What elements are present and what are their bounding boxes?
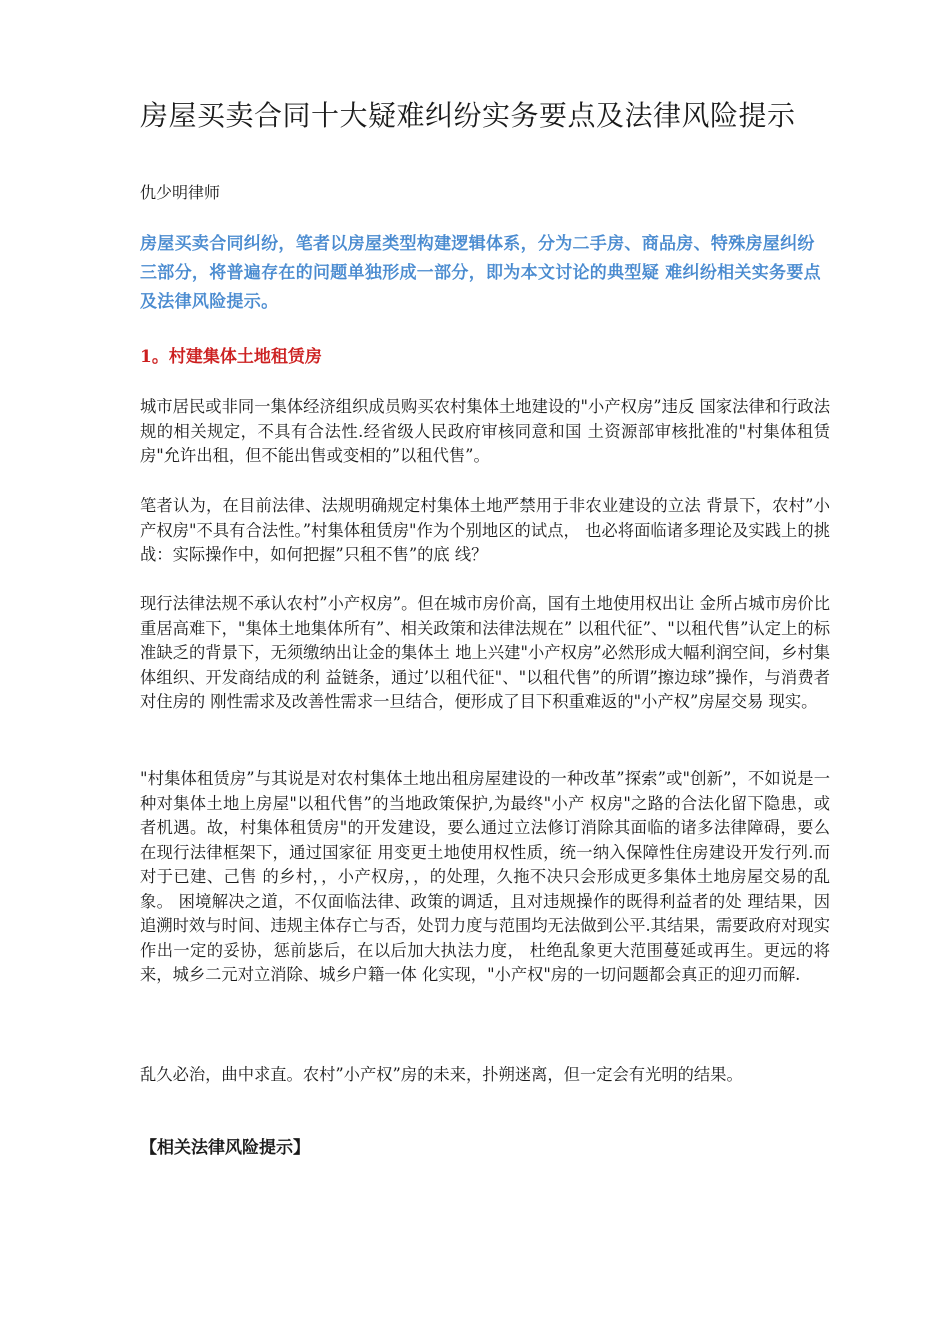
body-paragraph-5: 乱久必治，曲中求直。农村”小产权”房的未来，扑朔迷离，但一定会有光明的结果。 [140,1065,743,1084]
body-paragraph-2: 笔者认为，在目前法律、法规明确规定村集体土地严禁用于非农业建设的立法 背景下，农村”小产权房"不具有合法性。”村集体租赁房"作为个别地区的试点， 也必将面临诸多理论及实践上的挑战：实际操作中，如何把握”只租不售”的底 线？ [140,496,830,564]
body-paragraph-4: "村集体租赁房”与其说是对农村集体土地出租房屋建设的一种改革”探索”或"创新”，不如说是一种对集体土地上房屋"以租代售”的当地政策保护,为最终"小产 权房"之路的合法化留下隐患，或者机遇。故，村集体租赁房"的开发建设，要么通过立法修订消除其面临的诸多法律障碍，要么在现行法律框架下，通过国家征 用变更土地使用权性质，统一纳入保障性住房建设开发行列.而对于已建、己售 的乡村，，小产权房，，的处理，久拖不决只会形成更多集体土地房屋交易的乱象。 困境解决之道，不仅面临法律、政策的调适，且对违规操作的既得利益者的处 理结果，因追溯时效与时间、违规主体存亡与否，处罚力度与范围均无法做到公平.其结果，需要政府对现实作出一定的妥协，惩前毖后，在以后加大执法力度， 杜绝乱象更大范围蔓延或再生。更远的将来，城乡二元对立消除、城乡户籍一体 化实现，"小产权"房的一切问题都会真正的迎刃而解. [140,769,830,984]
abstract-paragraph: 房屋买卖合同纠纷，笔者以房屋类型构建逻辑体系，分为二手房、商品房、特殊房屋纠纷三部分，将普遍存在的问题单独形成一部分，即为本文讨论的典型疑 难纠纷相关实务要点及法律风险提示。 [140,234,821,312]
body-paragraph-3: 现行法律法规不承认农村”小产权房”。但在城市房价高，国有土地使用权出让 金所占城市房价比重居高难下，"集体土地集体所有”、相关政策和法律法规在” 以租代征”、"以租代售”认定上的标准缺乏的背景下，无须缴纳出让金的集体土 地上兴建"小产权房”必然形成大幅利润空间，乡村集体组织、开发商结成的利 益链条，通过’以租代征"、"以租代售”的所谓”擦边球”操作，与消费者对住房的 刚性需求及改善性需求一旦结合，便形成了目下积重难返的"小产权”房屋交易 现实。 [140,594,830,711]
document-title: 房屋买卖合同十大疑难纠纷实务要点及法律风险提示 [140,99,796,132]
section-heading: 1。村建集体土地租赁房 [140,347,322,367]
body-paragraph-1: 城市居民或非同一集体经济组织成员购买农村集体土地建设的"小产权房”违反 国家法律和行政法规的相关规定，不具有合法性.经省级人民政府审核同意和国 土资源部审核批准的"村集体租赁房"允许出租，但不能出售或变相的”以租代售”。 [140,397,830,465]
author-name: 仇少明律师 [140,183,221,202]
risk-notice-heading: 【相关法律风险提示】 [140,1138,310,1158]
